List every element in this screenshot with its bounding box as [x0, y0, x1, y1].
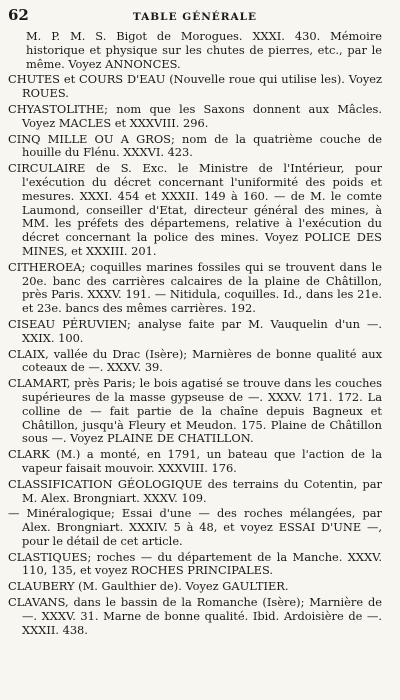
page-number: 62 [8, 6, 29, 24]
index-entry: CLAIX, vallée du Drac (Isère); Marnières de bonne qualité aux coteaux de —. XXXV. 39. [8, 346, 382, 375]
index-entry: CLAMART, près Paris; le bois agatisé se trouve dans les couches supérieures de la masse gypseuse de —. XXXV. 171. 172. La colline de — fait partie de la chaîne depuis Bagneux et Châtillon, jusqu'à Fleury et Meudon. 175. Plaine de Châtillon sous —. Voyez PLAINE DE CHATILLON. [8, 376, 382, 446]
index-entries [8, 30, 382, 637]
running-head: TABLE GÉNÉRALE [132, 11, 258, 23]
index-entry: CLAUBERY (M. Gaulthier de). Voyez GAULTIER. [8, 579, 289, 594]
index-entry: CITHEROEA; coquilles marines fossiles qui se trouvent dans le 20e. banc des carrières calcaires de la plaine de Châtillon, près Paris. XXXV. 191. — Nitidula, coquilles. Id., dans les 21e. et 23e. bancs des mêmes carrières. 192. [8, 259, 382, 316]
index-entry: CLARK (M.) a monté, en 1791, un bateau que l'action de la vapeur faisait mouvoir. XXXVIII. 176. [8, 447, 382, 475]
index-entry: CHUTES et COURS D'EAU (Nouvelle roue qui utilise les). Voyez ROUES. [8, 72, 382, 101]
index-entry: CINQ MILLE OU A GROS; nom de la quatrième couche de houille du Flénu. XXXVI. 423. [8, 131, 382, 160]
page-header [8, 6, 382, 28]
index-entry: — Minéralogique; Essai d'une — des roches mélangées, par Alex. Brongniart. XXXIV. 5 à 48, et voyez ESSAI D'UNE —, pour le détail de cet article. [8, 506, 382, 548]
index-entry: M. P. M. S. Bigot de Morogues. XXXI. 430. Mémoire historique et physique sur les chutes de pierres, etc., par le même. Voyez ANNONCES. [26, 29, 382, 71]
index-entry: CLASSIFICATION GÉOLOGIQUE des terrains du Cotentin, par M. Alex. Brongniart. XXXV. 109. [8, 476, 382, 505]
index-entry: CHYASTOLITHE; nom que les Saxons donnent aux Mâcles. Voyez MACLES et XXXVIII. 296. [8, 101, 382, 130]
index-entry: CIRCULAIRE de S. Exc. le Ministre de l'Intérieur, pour l'exécution du décret concernant l'uniformité des poids et mesures. XXXI. 454 et XXXII. 149 à 160. — de M. le comte Laumond, conseiller d'Etat, directeur général des mines, à MM. les préfets des départemens, relative à l'exécution du décret concernant la police des mines. Voyez POLICE DES MINES, et XXXIII. 201. [8, 161, 382, 258]
index-entry: CISEAU PÉRUVIEN; analyse faite par M. Vauquelin d'un —. XXIX. 100. [8, 316, 382, 345]
index-entry: CLASTIQUES; roches — du département de la Manche. XXXV. 110, 135, et voyez ROCHES PRINCIPALES. [8, 549, 382, 578]
index-entry: CLAVANS, dans le bassin de la Romanche (Isère); Marnière de —. XXXV. 31. Marne de bonne qualité. Ibid. Ardoisière de —. XXXII. 438. [8, 595, 382, 637]
